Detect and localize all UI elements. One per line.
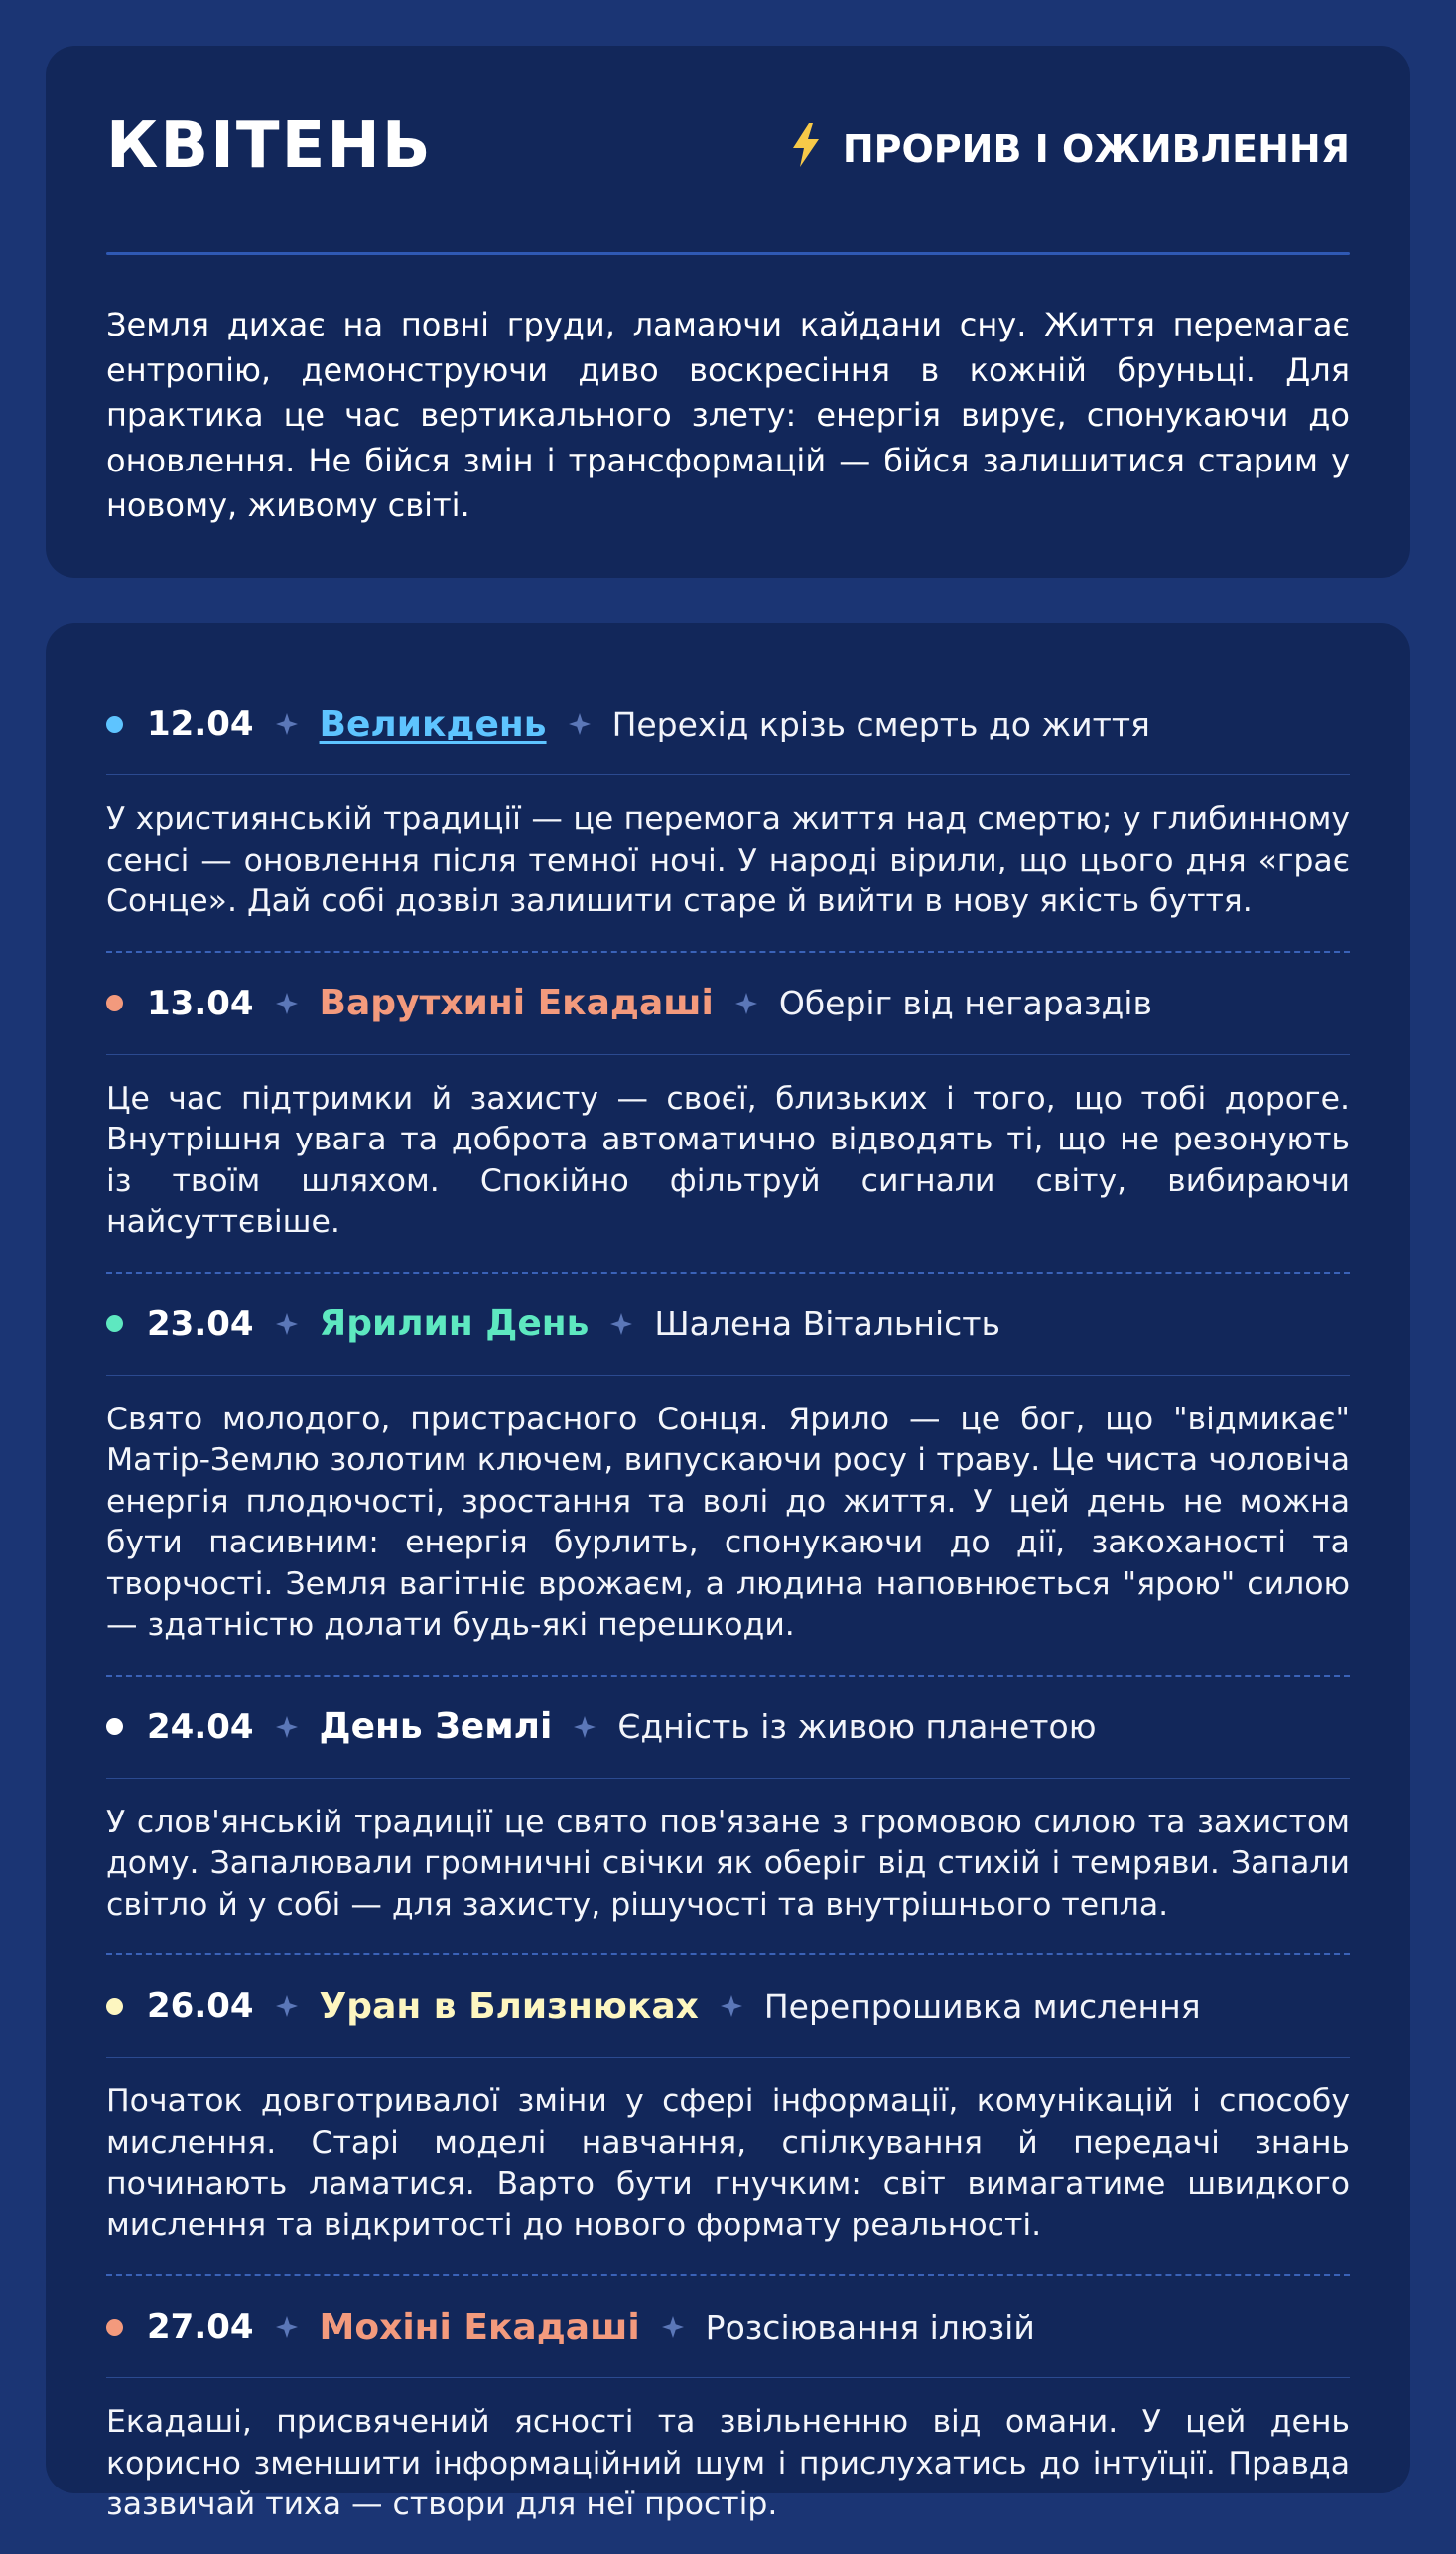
sparkle-icon [276,713,298,735]
theme-text: ПРОРИВ І ОЖИВЛЕННЯ [842,127,1350,171]
event-title: Уран в Близнюках [319,1985,699,2027]
event-dot [106,995,123,1011]
event-title-link[interactable]: Великдень [319,703,547,744]
header-top [106,46,1350,252]
event-header [106,953,1350,1054]
event-subtitle: Перехід крізь смерть до життя [611,704,1150,743]
event-date: 23.04 [147,1303,254,1344]
header-card [46,46,1410,578]
sparkle-icon [662,2316,684,2338]
sparkle-icon [276,1313,298,1335]
event-subtitle: Перепрошивка мислення [763,1986,1201,2026]
event-item [106,1955,1350,2276]
event-header [106,673,1350,774]
event-dot [106,2319,123,2336]
event-subtitle: Шалена Вітальність [654,1304,1000,1343]
sparkle-icon [276,1995,298,2017]
event-dot [106,1718,123,1735]
event-title: Варутхині Екадаші [319,983,714,1023]
sparkle-icon [276,1716,298,1738]
sparkle-icon [610,1313,632,1335]
event-date: 24.04 [147,1706,254,1747]
event-subtitle: Єдність із живою планетою [617,1707,1097,1746]
event-dot [106,1998,123,2015]
events-card [46,623,1410,2522]
event-item [106,1274,1350,1677]
event-title: Ярилин День [319,1303,590,1344]
event-item [106,2276,1350,2554]
sparkle-icon [721,1995,742,2017]
month-title: КВІТЕНЬ [106,109,433,183]
sparkle-icon [569,713,591,735]
event-date: 26.04 [147,1986,254,2026]
event-item [106,953,1350,1274]
sparkle-icon [276,993,298,1014]
sparkle-icon [574,1716,596,1738]
event-date: 12.04 [147,704,254,743]
lightning-bolt-icon [789,123,823,167]
event-title: День Землі [319,1706,553,1747]
event-date: 13.04 [147,983,254,1023]
event-dot [106,716,123,733]
event-description: Початок довготривалої зміни у сфері інформації, комунікацій і способу мислення. Старі моделі навчання, спілкування й передачі знань починають ламатися. Варто бути гнучким: світ вимагатиме швидкого мислення та відкритості до нового формату реальності. [106,2084,1350,2243]
event-item [106,1677,1350,1956]
event-header [106,1955,1350,2057]
event-subtitle: Розсіювання ілюзій [705,2307,1035,2347]
event-description: Це час підтримки й захисту — своєї, близьких і того, що тобі дороге. Внутрішня увага та доброта автоматично відводять ті, що не резонують із твоїм шляхом. Спокійно фільтруй сигнали світу, вибираючи найсуттєвіше. [106,1080,1350,1240]
event-header [106,2276,1350,2377]
event-item [106,673,1350,953]
event-header [106,1677,1350,1778]
event-description: У слов'янській традиції це свято пов'язане з громовою силою та захистом дому. Запалювали громничні свічки як оберіг від стихій і темряви. Запали світло й у собі — для захисту, рішучості та внутрішнього тепла. [106,1804,1350,1923]
header-divider [106,252,1350,255]
theme-label [789,127,1350,171]
intro-text: Земля дихає на повні груди, ламаючи кайдани сну. Життя перемагає ентропію, демонструючи диво воскресіння в кожній бруньці. Для практика це час вертикального злету: енергія вирує, спонукаючи до оновлення. Не бійся змін і трансформацій — бійся залишитися старим у новому, живому світі. [106,306,1350,524]
event-dot [106,1315,123,1332]
event-description: Свято молодого, пристрасного Сонця. Ярило — це бог, що "відмикає" Матір-Землю золотим ключем, випускаючи росу і траву. Це чиста чоловіча енергія плодючості, зростання та волі до життя. У цей день не можна бути пасивним: енергія бурлить, спонукаючи до дії, закоханості та творчості. Земля вагітніє врожаєм, а людина наповнюється "ярою" силою — здатністю долати будь-які перешкоди. [106,1401,1350,1643]
sparkle-icon [276,2316,298,2338]
event-description: Екадаші, присвячений ясності та звільненню від омани. У цей день корисно зменшити інформаційний шум і прислухатись до інтуїції. Правда зазвичай тиха — створи для неї простір. [106,2404,1350,2522]
sparkle-icon [735,993,757,1014]
event-title: Мохіні Екадаші [319,2306,640,2348]
event-description: У християнській традиції — це перемога життя над смертю; у глибинному сенсі — оновлення після темної ночі. У народі вірили, що цього дня «грає Сонце». Дай собі дозвіл залишити старе й вийти в нову якість буття. [106,801,1350,919]
event-date: 27.04 [147,2307,254,2347]
event-header [106,1274,1350,1375]
event-subtitle: Оберіг від негараздів [778,984,1152,1022]
